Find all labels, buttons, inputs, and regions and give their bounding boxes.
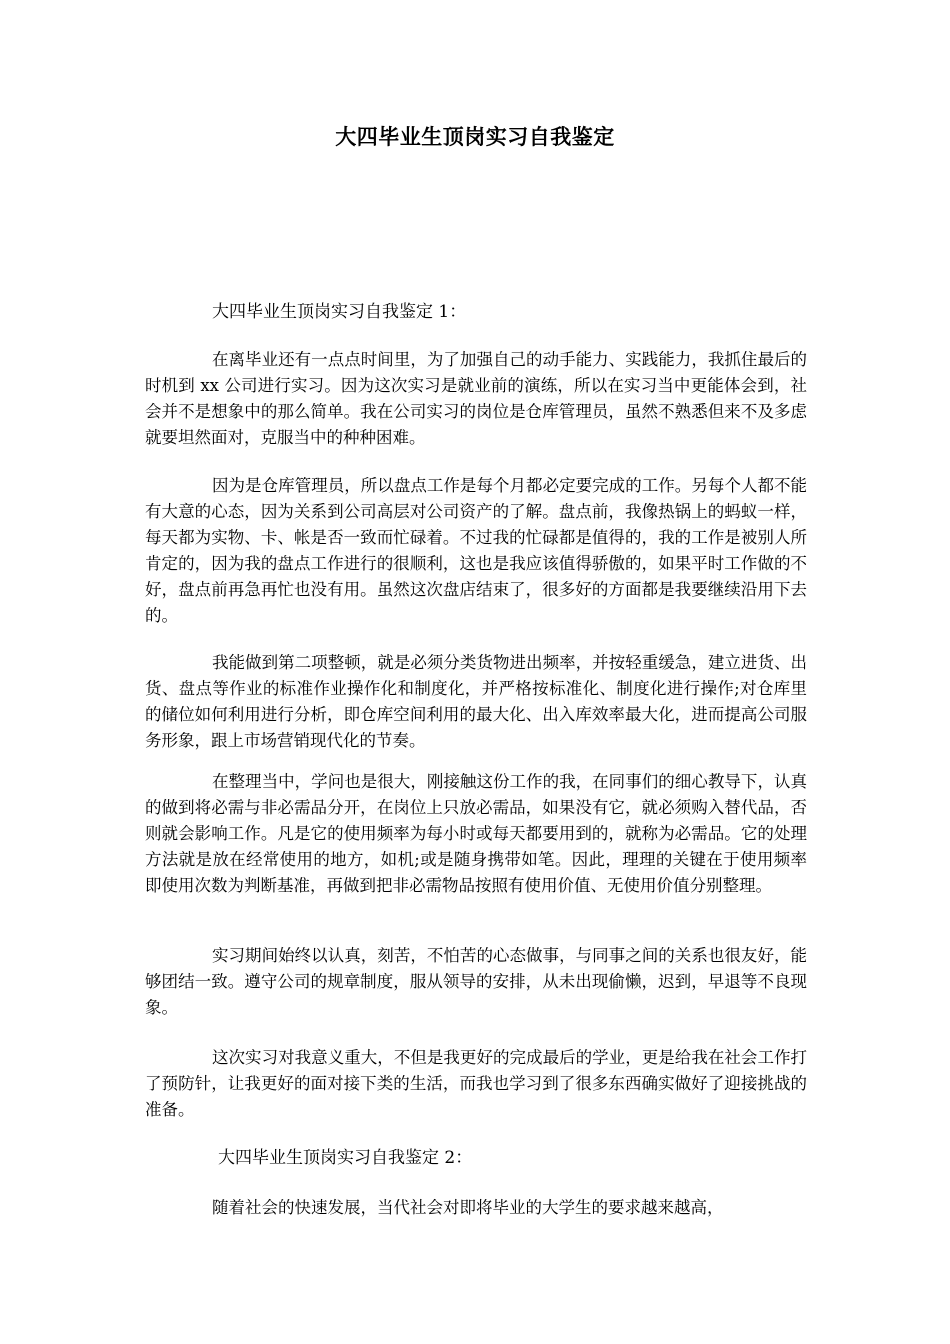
paragraph: 这次实习对我意义重大，不但是我更好的完成最后的学业，更是给我在社会工作打了预防针，让我更好的面对接下类的生活，而我也学习到了很多东西确实做好了迎接挑战的准备。 — [145, 1048, 807, 1119]
paragraph: 在离毕业还有一点点时间里，为了加强自己的动手能力、实践能力，我抓住最后的时机到 xx 公司进行实习。因为这次实习是就业前的演练，所以在实习当中更能体会到，社会并不是想象中的那么简单。我在公司实习的岗位是仓库管理员，虽然不熟悉但来不及多虑就要坦然面对，克服当中的种种困难。 — [145, 350, 807, 447]
paragraph: 在整理当中，学问也是很大，刚接触这份工作的我，在同事们的细心教导下，认真的做到将必需与非必需品分开，在岗位上只放必需品，如果没有它，就必须购入替代品，否则就会影响工作。凡是它的使用频率为每小时或每天都要用到的，就称为必需品。它的处理方法就是放在经常使用的地方，如机;或是随身携带如笔。因此，理理的关键在于使用频率即使用次数为判断基准，再做到把非必需物品按照有使用价值、无使用价值分别整理。 — [145, 772, 807, 895]
paragraph: 我能做到第二项整顿，就是必须分类货物进出频率，并按轻重缓急，建立进货、出货、盘点等作业的标准作业操作化和制度化，并严格按标准化、制度化进行操作;对仓库里的储位如何利用进行分析，即仓库空间利用的最大化、出入库效率最大化，进而提高公司服务形象，跟上市场营销现代化的节奏。 — [145, 653, 807, 750]
paragraph: 随着社会的快速发展，当代社会对即将毕业的大学生的要求越来越高， — [212, 1198, 724, 1217]
paragraph: 因为是仓库管理员，所以盘点工作是每个月都必定要完成的工作。另每个人都不能有大意的心态，因为关系到公司高层对公司资产的了解。盘点前，我像热锅上的蚂蚁一样，每天都为实物、卡、帐是否一致而忙碌着。不过我的忙碌都是值得的，我的工作是被别人所肯定的，因为我的盘点工作进行的很顺利，这也是我应该值得骄傲的，如果平时工作做的不好，盘点前再急再忙也没有用。虽然这次盘店结束了，很多好的方面都是我要继续沿用下去的。 — [145, 476, 807, 625]
document-title: 大四毕业生顶岗实习自我鉴定 — [335, 124, 615, 149]
paragraph: 实习期间始终以认真，刻苦，不怕苦的心态做事，与同事之间的关系也很友好，能够团结一致。遵守公司的规章制度，服从领导的安排，从未出现偷懒，迟到，早退等不良现象。 — [145, 946, 807, 1017]
section-heading-2: 大四毕业生顶岗实习自我鉴定 2： — [218, 1148, 473, 1168]
section-heading-1: 大四毕业生顶岗实习自我鉴定 1： — [212, 302, 467, 322]
